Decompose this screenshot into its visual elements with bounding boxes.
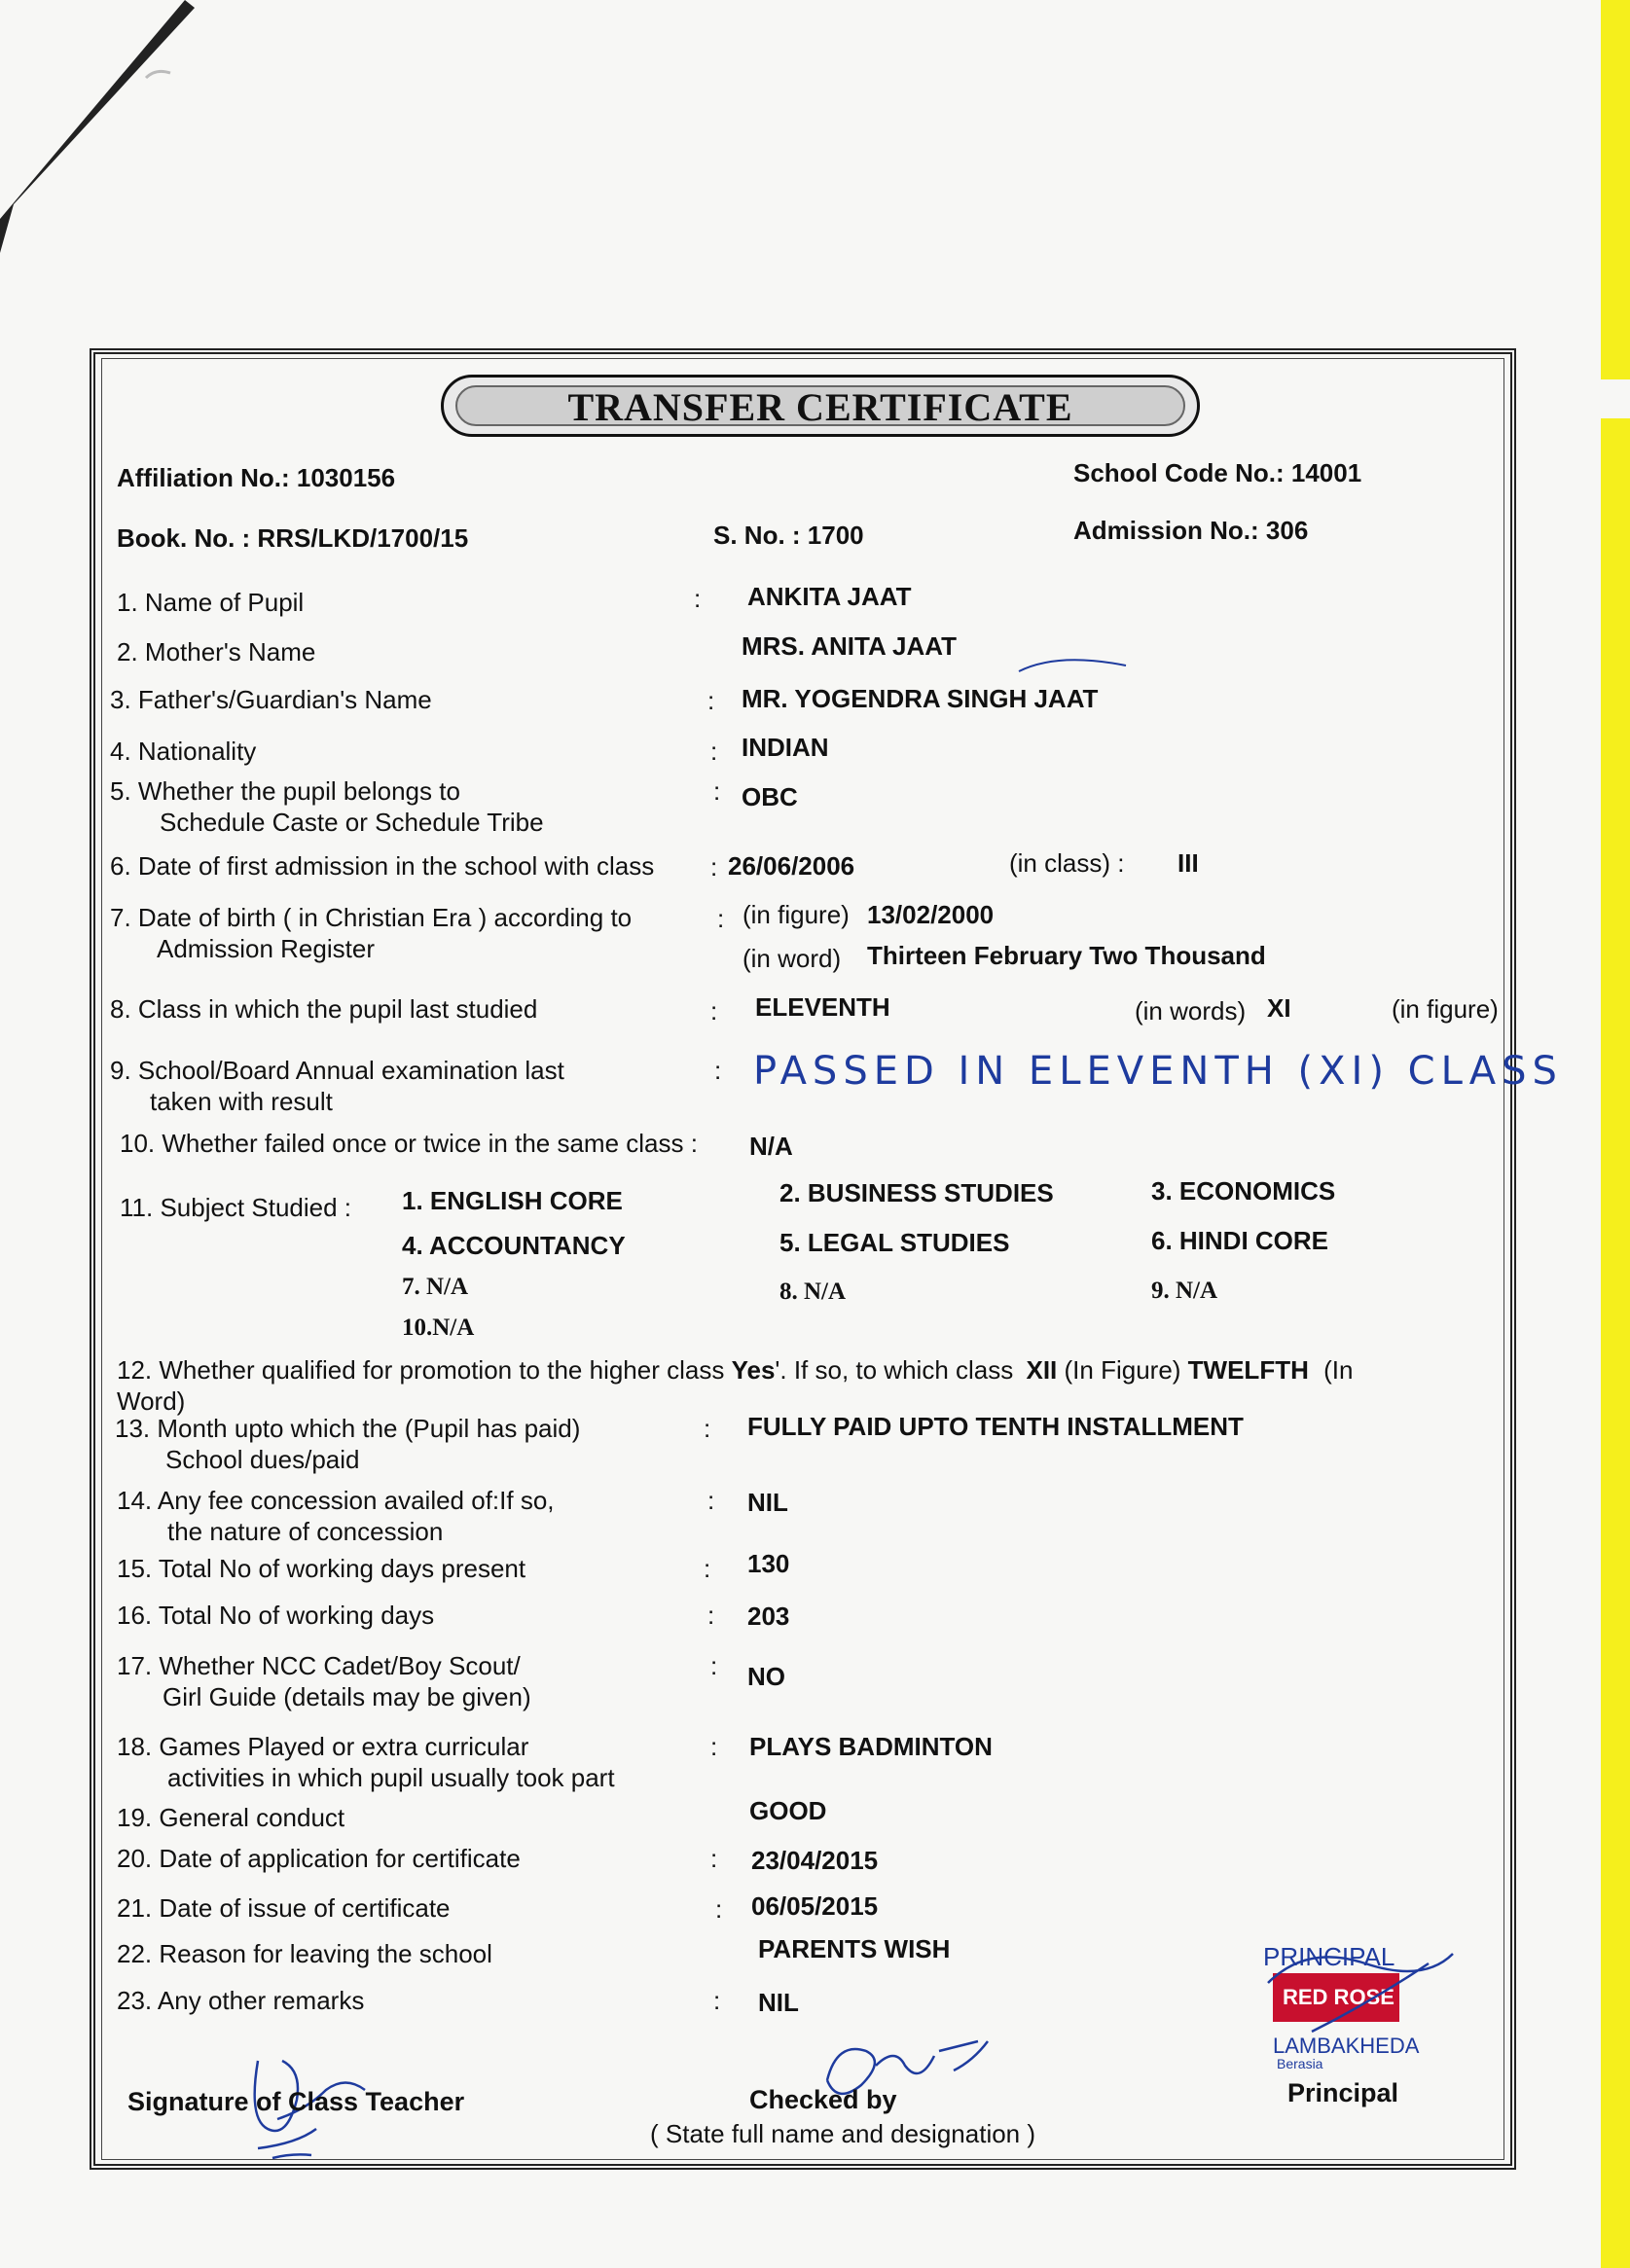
- row7-label-line2: Admission Register: [157, 934, 375, 963]
- row14-colon: :: [707, 1486, 715, 1515]
- page-fold-crease: [0, 0, 195, 253]
- working-days-value: 203: [747, 1602, 790, 1631]
- row3-label: 3. Father's/Guardian's Name: [110, 685, 432, 714]
- issue-date-value: 06/05/2015: [751, 1891, 879, 1921]
- application-date-value: 23/04/2015: [751, 1846, 879, 1875]
- last-class-figure-label: (in figure): [1392, 994, 1499, 1024]
- row22-label: 22. Reason for leaving the school: [117, 1939, 492, 1968]
- row20-colon: :: [710, 1844, 718, 1873]
- mother-name: MRS. ANITA JAAT: [742, 631, 957, 661]
- promotion-word-label: (In: [1323, 1355, 1354, 1385]
- caste-category-value: OBC: [742, 782, 798, 811]
- row16-colon: :: [707, 1601, 715, 1630]
- subject-10: 10.N/A: [402, 1314, 475, 1341]
- principal-signature-label: Principal: [1287, 2078, 1399, 2107]
- checked-by-note: ( State full name and designation ): [650, 2119, 1036, 2148]
- certificate-title-banner: [441, 375, 1200, 437]
- dob-word-label: (in word): [743, 944, 842, 973]
- row13-colon: :: [704, 1414, 711, 1443]
- subject-5: 5. LEGAL STUDIES: [779, 1228, 1010, 1257]
- row8-label: 8. Class in which the pupil last studied: [110, 994, 538, 1024]
- admission-number: Admission No.: 306: [1073, 516, 1309, 545]
- affiliation-number: Affiliation No.: 1030156: [117, 463, 396, 492]
- first-admission-date: 26/06/2006: [728, 851, 855, 881]
- row8-colon: :: [710, 996, 718, 1026]
- row13-label-line2: School dues/paid: [165, 1445, 360, 1474]
- failed-value: N/A: [749, 1132, 793, 1161]
- row16-label: 16. Total No of working days: [117, 1601, 435, 1630]
- last-class-words-label: (in words): [1135, 996, 1247, 1026]
- row13-label: 13. Month upto which the (Pupil has paid): [115, 1414, 581, 1443]
- row12-text: [117, 1355, 1353, 1386]
- row14-label-line2: the nature of concession: [167, 1517, 444, 1546]
- ncc-value: NO: [747, 1662, 785, 1691]
- promotion-figure-label: (In Figure): [1064, 1355, 1181, 1385]
- pen-stroke-mark: [1017, 650, 1134, 675]
- row1-label: 1. Name of Pupil: [117, 588, 305, 617]
- row4-label: 4. Nationality: [110, 737, 257, 766]
- row5-label-line2: Schedule Caste or Schedule Tribe: [160, 808, 544, 837]
- row5-label: 5. Whether the pupil belongs to: [110, 776, 460, 806]
- class-teacher-signature-label: Signature of Class Teacher: [127, 2087, 465, 2116]
- subject-6: 6. HINDI CORE: [1151, 1226, 1329, 1255]
- other-remarks-value: NIL: [758, 1988, 799, 2017]
- row21-label: 21. Date of issue of certificate: [117, 1893, 451, 1923]
- row2-label: 2. Mother's Name: [117, 637, 316, 666]
- row9-colon: :: [714, 1056, 722, 1085]
- row6-colon: :: [710, 852, 718, 882]
- row19-label: 19. General conduct: [117, 1803, 345, 1832]
- dob-figure-value: 13/02/2000: [867, 900, 995, 929]
- stamp-principal-text: PRINCIPAL: [1263, 1944, 1395, 1971]
- row6-label: 6. Date of first admission in the school with class: [110, 851, 655, 881]
- row18-label-line2: activities in which pupil usually took part: [167, 1763, 615, 1792]
- row23-colon: :: [713, 1986, 721, 2015]
- row20-label: 20. Date of application for certificate: [117, 1844, 521, 1873]
- nationality-value: INDIAN: [742, 733, 829, 762]
- promotion-word-label-line2: Word): [117, 1386, 186, 1416]
- row1-colon: :: [694, 584, 702, 613]
- subject-1: 1. ENGLISH CORE: [402, 1186, 623, 1215]
- days-present-value: 130: [747, 1549, 790, 1578]
- row4-colon: :: [710, 737, 718, 766]
- school-code-number: School Code No.: 14001: [1073, 458, 1362, 487]
- row6-class-label: (in class) :: [1009, 848, 1125, 878]
- row10-label: 10. Whether failed once or twice in the same class :: [120, 1129, 698, 1158]
- leaving-reason-value: PARENTS WISH: [758, 1934, 951, 1963]
- row17-colon: :: [710, 1651, 718, 1680]
- yellow-edge-strip-top: [1601, 0, 1630, 379]
- exam-result-handwritten: PASSED IN ELEVENTH (XI) CLASS: [753, 1049, 1563, 1094]
- row21-colon: :: [715, 1894, 723, 1924]
- promotion-answer: Yes: [731, 1355, 776, 1385]
- book-number: Book. No. : RRS/LKD/1700/15: [117, 523, 469, 553]
- last-class-figure: XI: [1267, 993, 1291, 1023]
- row9-label-line2: taken with result: [150, 1087, 333, 1116]
- row18-colon: :: [710, 1732, 718, 1761]
- subject-2: 2. BUSINESS STUDIES: [779, 1178, 1054, 1207]
- promotion-class-word: TWELFTH: [1187, 1355, 1309, 1385]
- subject-8: 8. N/A: [779, 1278, 847, 1305]
- certificate-inner-border: [101, 358, 1504, 2160]
- row7-label: 7. Date of birth ( in Christian Era ) according to: [110, 903, 633, 932]
- games-value: PLAYS BADMINTON: [749, 1732, 993, 1761]
- dob-word-value: Thirteen February Two Thousand: [867, 941, 1266, 970]
- certificate-title: TRANSFER CERTIFICATE: [567, 385, 1073, 429]
- principal-stamp: [1253, 1944, 1466, 2070]
- row12-label: 12. Whether qualified for promotion to the higher class: [117, 1355, 725, 1385]
- last-class-words: ELEVENTH: [755, 992, 890, 1022]
- first-admission-class: III: [1177, 848, 1199, 878]
- row11-label: 11. Subject Studied :: [120, 1193, 352, 1222]
- subject-9: 9. N/A: [1151, 1278, 1218, 1304]
- row15-colon: :: [704, 1554, 711, 1583]
- row7-colon: :: [717, 904, 725, 933]
- yellow-edge-strip-bottom: [1601, 418, 1630, 2268]
- stamp-place-text: LAMBAKHEDA: [1273, 2034, 1420, 2058]
- row3-colon: :: [707, 686, 715, 715]
- row17-label-line2: Girl Guide (details may be given): [163, 1682, 531, 1711]
- fee-concession-value: NIL: [747, 1488, 788, 1517]
- checked-by-label: Checked by: [749, 2085, 897, 2114]
- row9-label: 9. School/Board Annual examination last: [110, 1056, 564, 1085]
- serial-number: S. No. : 1700: [713, 521, 864, 550]
- row15-label: 15. Total No of working days present: [117, 1554, 526, 1583]
- dob-figure-label: (in figure): [743, 900, 850, 929]
- subject-4: 4. ACCOUNTANCY: [402, 1231, 626, 1260]
- conduct-value: GOOD: [749, 1796, 827, 1825]
- subject-3: 3. ECONOMICS: [1151, 1176, 1336, 1206]
- promotion-class-figure: XII: [1026, 1355, 1058, 1385]
- row5-colon: :: [713, 776, 721, 806]
- dues-paid-value: FULLY PAID UPTO TENTH INSTALLMENT: [747, 1412, 1244, 1441]
- row23-label: 23. Any other remarks: [117, 1986, 365, 2015]
- subject-7: 7. N/A: [402, 1274, 469, 1300]
- row12-label-cont: '. If so, to which class: [775, 1355, 1014, 1385]
- row17-label: 17. Whether NCC Cadet/Boy Scout/: [117, 1651, 521, 1680]
- stamp-school-name: RED ROSE: [1283, 1985, 1395, 2009]
- row18-label: 18. Games Played or extra curricular: [117, 1732, 529, 1761]
- father-name: MR. YOGENDRA SINGH JAAT: [742, 684, 1099, 713]
- row14-label: 14. Any fee concession availed of:If so,: [117, 1486, 555, 1515]
- pupil-name: ANKITA JAAT: [747, 582, 912, 611]
- stamp-district-text: Berasia: [1277, 2056, 1323, 2070]
